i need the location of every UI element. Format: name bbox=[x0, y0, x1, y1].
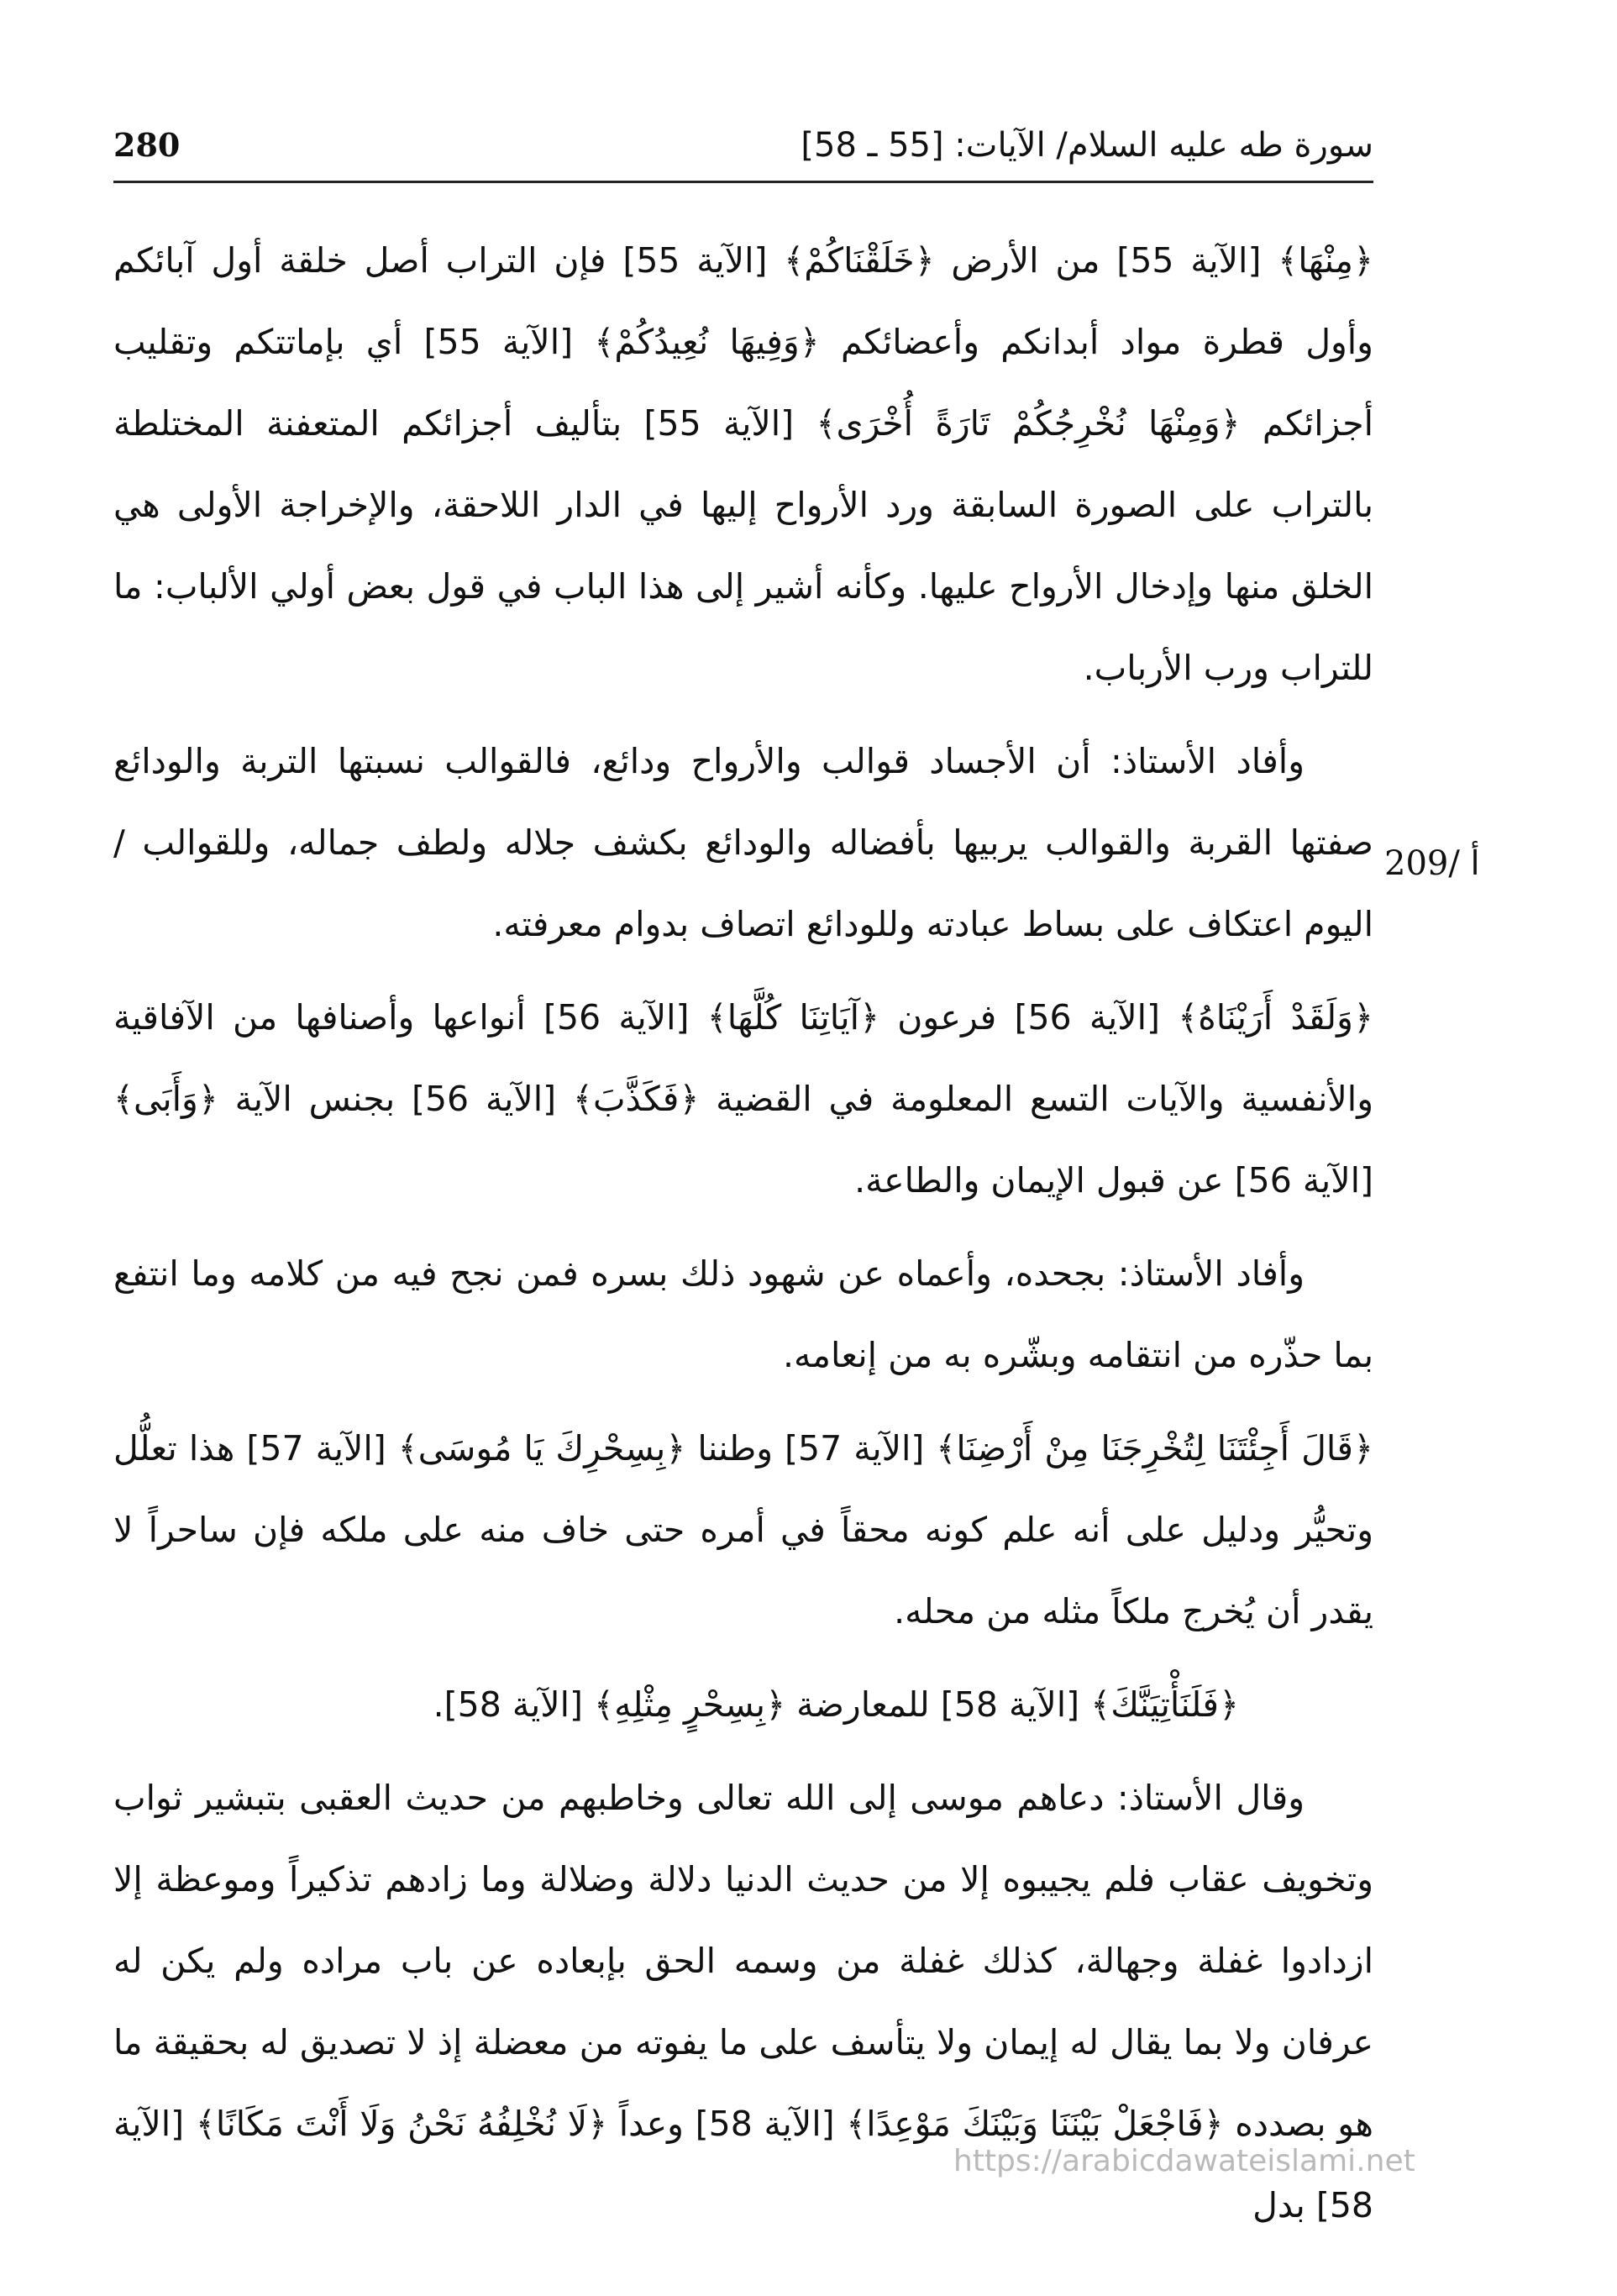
paragraph-verse-55: ﴿مِنْهَا﴾ [الآية 55] من الأرض ﴿خَلَقْنَاكُمْ﴾ [الآية 55] فإن التراب أصل خلقة أول آبائكم وأول قطرة مواد أبدانكم وأعضائكم ﴿وَفِيهَا نُعِيدُكُمْ﴾ [الآية 55] أي بإماتتكم وتقليب أجزائكم ﴿وَمِنْهَا نُخْرِجُكُمْ تَارَةً أُخْرَى﴾ [الآية 55] بتأليف أجزائكم المتعفنة المختلطة بالتراب على الصورة السابقة ورد الأرواح إليها في الدار اللاحقة، والإخراجة الأولى هي الخلق منها وإدخال الأرواح عليها. وكأنه أشير إلى هذا الباب في قول بعض أولي الألباب: ما للتراب ورب الأرباب. bbox=[113, 240, 1373, 688]
paragraph-verse-56: ﴿وَلَقَدْ أَرَيْنَاهُ﴾ [الآية 56] فرعون ﴿آيَاتِنَا كُلَّهَا﴾ [الآية 56] أنواعها وأصنافها من الآفاقية والأنفسية والآيات التسع المعلومة في القضية ﴿فَكَذَّبَ﴾ [الآية 56] بجنس الآية ﴿وَأَبَى﴾ [الآية 56] عن قبول الإيمان والطاعة. bbox=[113, 997, 1374, 1201]
paragraph-verse-57: ﴿قَالَ أَجِئْتَنَا لِتُخْرِجَنَا مِنْ أَرْضِنَا﴾ [الآية 57] وطننا ﴿بِسِحْرِكَ يَا مُوسَى﴾ [الآية 57] هذا تعلُّل وتحيُّر ودليل على أنه علم كونه محقاً في أمره حتى خاف منه على ملكه فإن ساحراً لا يقدر أن يُخرج ملكاً مثله من محله. bbox=[113, 1428, 1373, 1631]
page-number: 280 bbox=[113, 126, 181, 164]
folio-margin-note: 209/ أ bbox=[1384, 844, 1480, 883]
paragraph-commentary-3: وقال الأستاذ: دعاهم موسى إلى الله تعالى وخاطبهم من حديث العقبى بتبشير ثواب وتخويف عقاب فلم يجيبوه إلا من حديث الدنيا دلالة وضلالة وما زادهم تذكيراً وموعظة إلا ازدادوا غفلة وجهالة، كذلك غفلة من وسمه الحق بإبعاده عن باب مراده ولم يكن له عرفان ولا بما يقال له إيمان ولا يتأسف على ما يفوته من معضلة إذ لا تصديق له بحقيقة ما هو بصدده ﴿فَاجْعَلْ بَيْنَنَا وَبَيْنَكَ مَوْعِدًا﴾ [الآية 58] وعداً ﴿لَا نُخْلِفُهُ نَحْنُ وَلَا أَنْتَ مَكَانًا﴾ [الآية 58] بدل bbox=[113, 1778, 1373, 2225]
running-head: سورة طه عليه السلام/ الآيات: [55 ـ 58] bbox=[801, 126, 1373, 165]
paragraph-verse-58: ﴿فَلَنَأْتِيَنَّكَ﴾ [الآية 58] للمعارضة ﴿بِسِحْرٍ مِثْلِهِ﴾ [الآية 58]. bbox=[433, 1684, 1239, 1725]
paragraph-commentary-1: وأفاد الأستاذ: أن الأجساد قوالب والأرواح ودائع، فالقوالب نسبتها التربة والودائع صفتها القربة والقوالب يربيها بأفضاله والودائع بكشف جلاله ولطف جماله، وللقوالب / اليوم اعتكاف على بساط عبادته وللودائع اتصاف بدوام معرفته. bbox=[113, 741, 1373, 944]
paragraph-commentary-2: وأفاد الأستاذ: بجحده، وأعماه عن شهود ذلك بسره فمن نجح فيه من كلامه وما انتفع بما حذّره من انتقامه وبشّره به من إنعامه. bbox=[113, 1253, 1373, 1375]
header-rule bbox=[113, 181, 1373, 183]
main-text bbox=[113, 220, 1373, 2258]
watermark-url: https://arabicdawateislami.net bbox=[953, 2144, 1415, 2178]
page-header bbox=[113, 126, 1373, 176]
